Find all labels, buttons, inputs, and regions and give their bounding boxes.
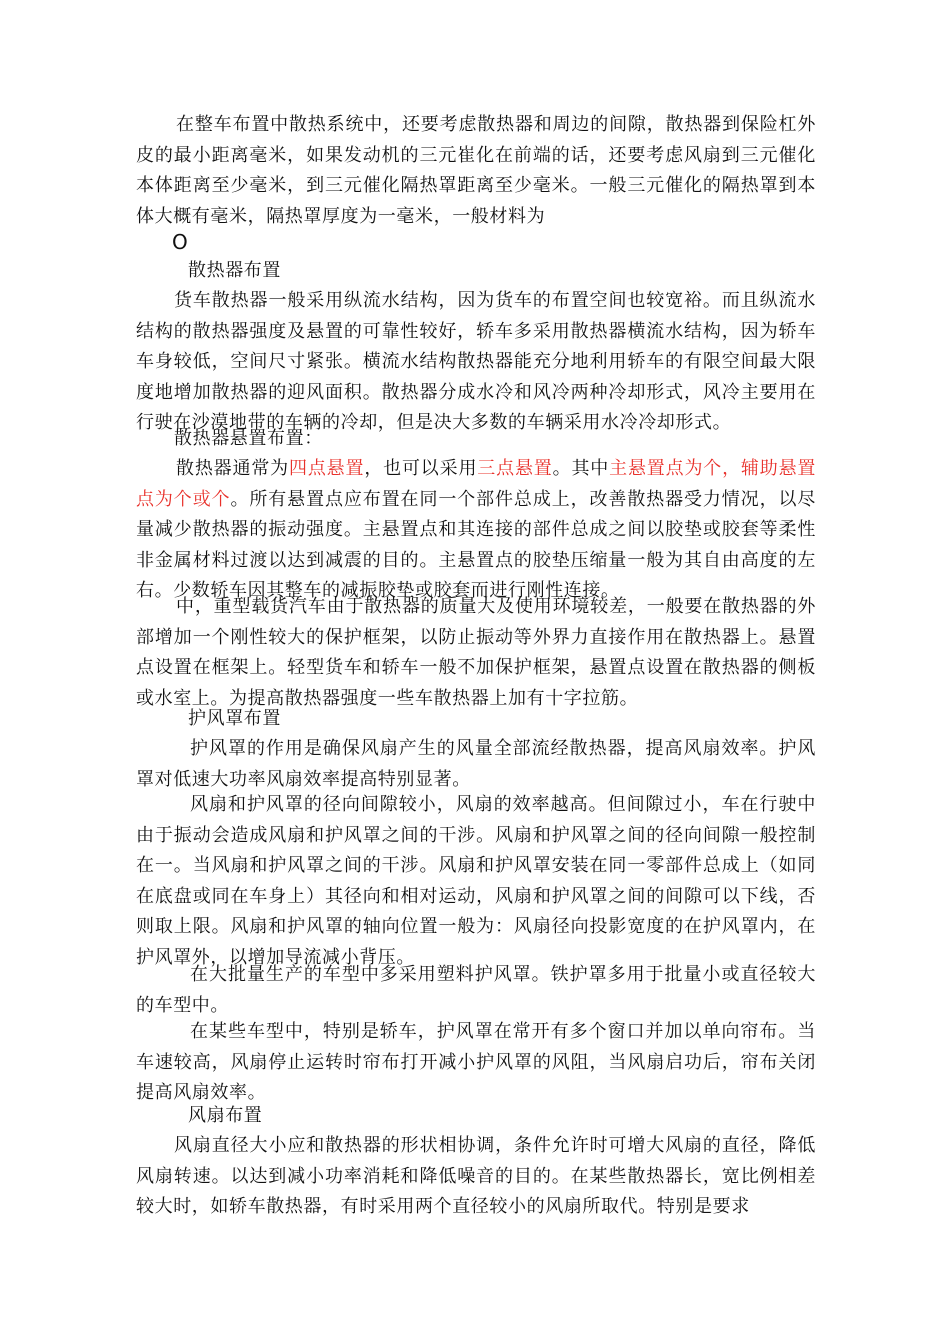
paragraph-radiator-structure bbox=[136, 286, 816, 439]
paragraph-mount-points bbox=[136, 454, 816, 607]
paragraph-fan-diameter bbox=[136, 1131, 816, 1223]
heading-fan-layout: 风扇布置 bbox=[188, 1105, 263, 1126]
highlight-main-mount: 主悬置点为个，辅助悬置点为个或个 bbox=[136, 458, 817, 510]
text-run: 。所有悬置点应布置在同一个部件总成上，改善散热器受力情况，以尽量减少散热器的振动强度。主悬置点和其连接的部件总成之间以胶垫或胶套等柔性非金属材料过渡以达到减震的目的。主悬置点的胶垫压缩量一般为其自由高度的左右。少数轿车因其整车的减振胶垫或胶套而进行刚性连接。 bbox=[136, 488, 816, 601]
paragraph-intro bbox=[136, 110, 816, 232]
paragraph-text: 货车散热器一般采用纵流水结构，因为货车的布置空间也较宽裕。而且纵流水结构的散热器强度及悬置的可靠性较好，轿车多采用散热器横流水结构，因为轿车车身较低，空间尺寸紧张。横流水结构散热器能充分地利用轿车的有限空间最大限度地增加散热器的迎风面积。散热器分成水冷和风冷两种冷却形式，风冷主要用在行驶在沙漠地带的车辆的冷却，但是决大多数的车辆采用水冷冷却形式。 bbox=[136, 290, 816, 433]
highlight-four-point: 四点悬置 bbox=[288, 458, 365, 479]
paragraph-heavy-truck bbox=[136, 592, 816, 714]
paragraph-shroud-curtain bbox=[136, 1017, 816, 1109]
paragraph-shroud-function bbox=[136, 734, 816, 795]
heading-radiator-layout: 散热器布置 bbox=[188, 260, 281, 281]
paragraph-text: 风扇直径大小应和散热器的形状相协调，条件允许时可增大风扇的直径，降低风扇转速。以达到减小功率消耗和降低噪音的目的。在某些散热器长，宽比例相差较大时，如轿车散热器，有时采用两个直径较小的风扇所取代。特别是要求 bbox=[136, 1135, 816, 1217]
paragraph-text: 护风罩的作用是确保风扇产生的风量全部流经散热器，提高风扇效率。护风罩对低速大功率风扇效率提高特别显著。 bbox=[136, 738, 816, 790]
text-run: ，也可以采用 bbox=[364, 458, 478, 479]
text-run: 。其中 bbox=[552, 458, 610, 479]
paragraph-text: 在某些车型中，特别是轿车，护风罩在常开有多个窗口并加以单向帘布。当车速较高，风扇停止运转时帘布打开减小护风罩的风阻，当风扇启功后，帘布关闭提高风扇效率。 bbox=[136, 1021, 816, 1103]
heading-radiator-mount: 散热器悬置布置： bbox=[174, 428, 323, 449]
paragraph-text: 在大批量生产的车型中多采用塑料护风罩。铁护罩多用于批量小或直径较大的车型中。 bbox=[136, 964, 816, 1016]
paragraph-text: 中，重型载货汽车由于散热器的质量大及使用环境较差，一般要在散热器的外部增加一个刚性较大的保护框架，以防止振动等外界力直接作用在散热器上。悬置点设置在框架上。轻型货车和轿车一般不加保护框架，悬置点设置在散热器的侧板或水室上。为提高散热器强度一些车散热器上加有十字拉筋。 bbox=[136, 596, 816, 709]
highlight-three-point: 三点悬置 bbox=[477, 458, 553, 479]
paragraph-text: 在整车布置中散热系统中，还要考虑散热器和周边的间隙，散热器到保险杠外皮的最小距离毫米，如果发动机的三元崔化在前端的话，还要考虑风扇到三元催化本体距离至少毫米，到三元催化隔热罩距离至少毫米。一般三元催化的隔热罩到本体大概有毫米，隔热罩厚度为一毫米，一般材料为 bbox=[136, 114, 816, 227]
paragraph-text bbox=[136, 454, 816, 607]
text-run: 散热器通常为 bbox=[176, 458, 289, 479]
paragraph-radial-gap bbox=[136, 790, 816, 973]
paragraph-plastic-shroud bbox=[136, 960, 816, 1021]
paragraph-text: 风扇和护风罩的径向间隙较小，风扇的效率越高。但间隙过小，车在行驶中由于振动会造成风扇和护风罩之间的干涉。风扇和护风罩之间的径向间隙一般控制在一。当风扇和护风罩之间的干涉。风扇和护风罩安装在同一零部件总成上（如同在底盘或同在车身上）其径向和相对运动，风扇和护风罩之间的间隙可以下线，否则取上限。风扇和护风罩的轴向位置一般为：风扇径向投影宽度的在护风罩内，在护风罩外，以增加导流减小背压。 bbox=[136, 794, 816, 968]
heading-shroud-layout: 护风罩布置 bbox=[188, 708, 281, 729]
circle-mark: O bbox=[172, 230, 188, 254]
